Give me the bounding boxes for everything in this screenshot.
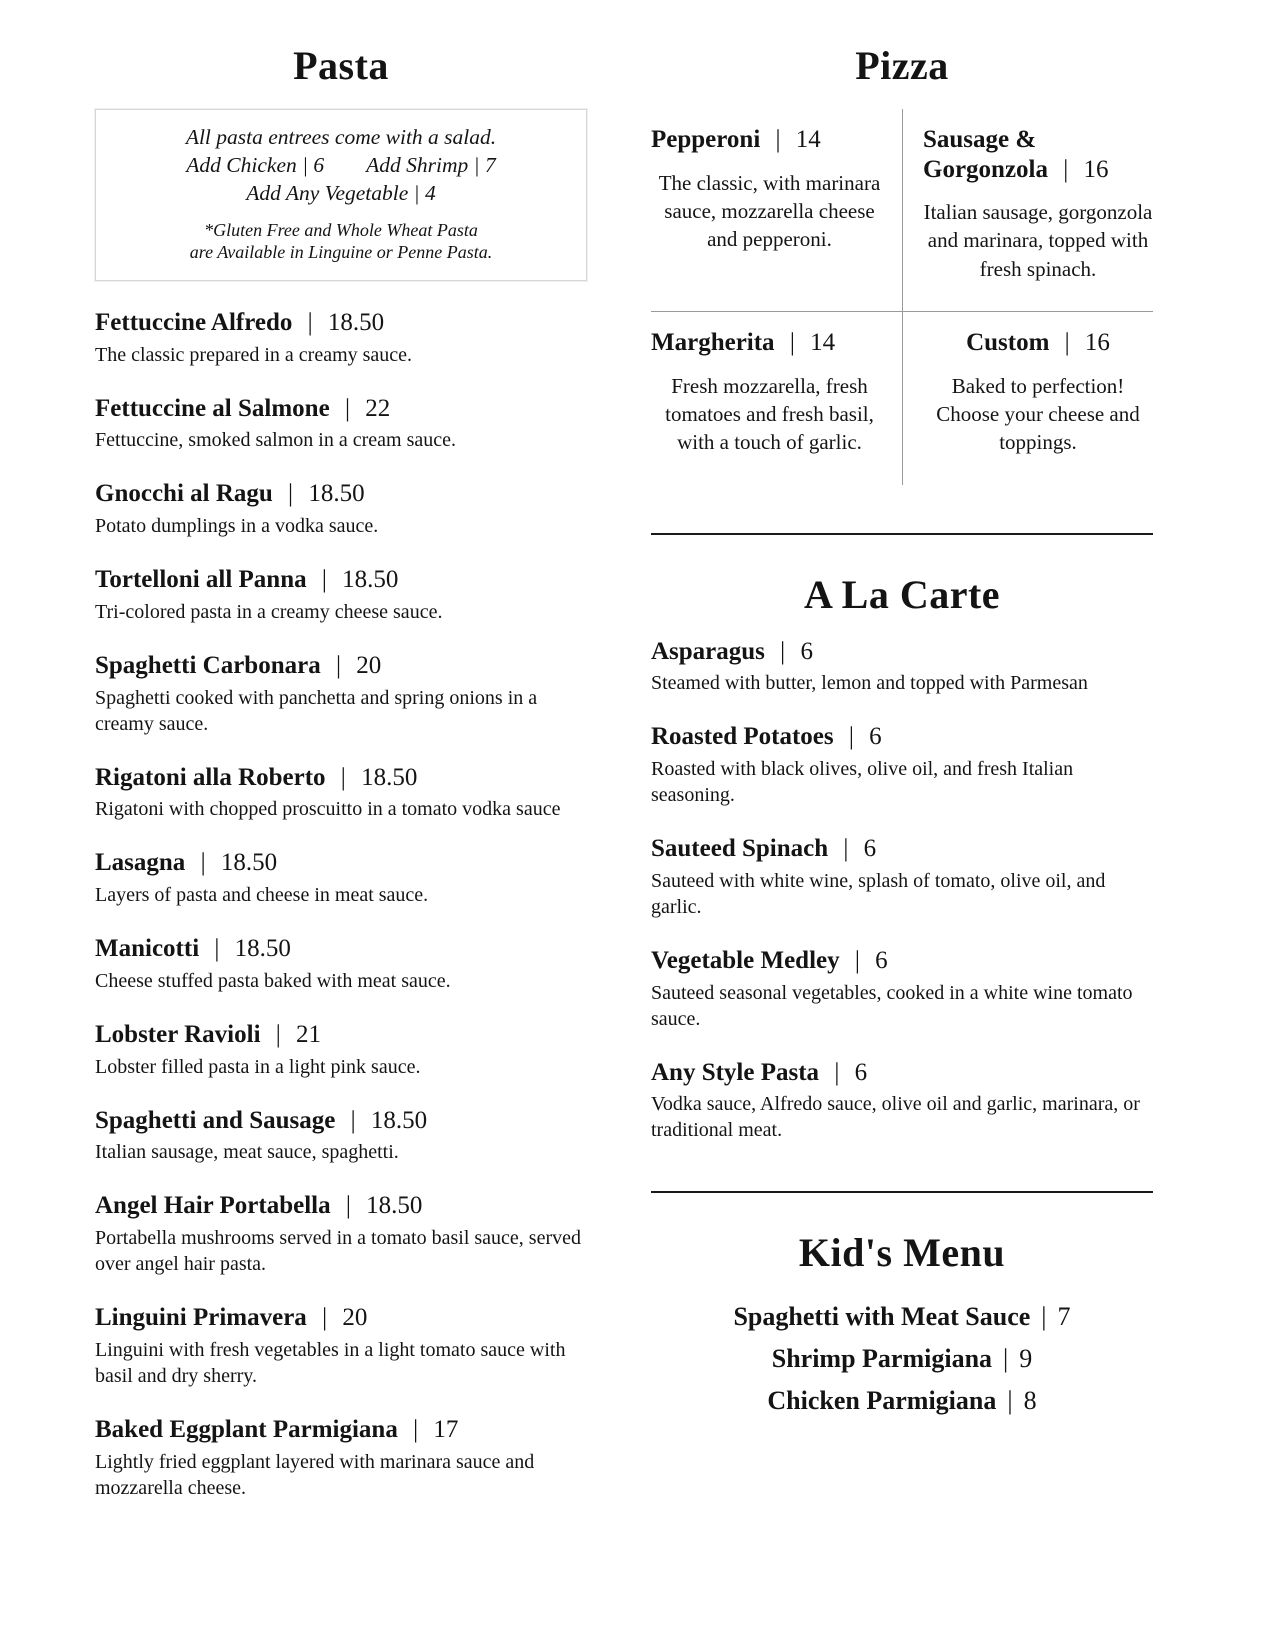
section-divider	[651, 1191, 1153, 1193]
menu-item-lasagna	[95, 849, 587, 908]
price-separator: |	[275, 1020, 281, 1048]
item-description: Steamed with butter, lemon and topped with Parmesan	[651, 672, 1088, 695]
note-add-vegetable: Add Any Vegetable | 4	[246, 180, 436, 205]
item-head	[923, 125, 1153, 184]
item-name: Vegetable Medley	[651, 946, 840, 974]
item-name: Shrimp Parmigiana	[771, 1344, 993, 1374]
item-price: 7	[1057, 1302, 1071, 1332]
item-name: Rigatoni alla Roberto	[95, 763, 326, 791]
pizza-cell-margherita	[651, 312, 902, 485]
item-description: The classic, with marinara sauce, mozzarella cheese and pepperoni.	[658, 170, 881, 252]
item-price: 20	[356, 651, 382, 679]
kids-menu-section-title: Kid's Menu	[798, 1230, 1006, 1276]
item-description: Baked to perfection! Choose your cheese and toppings.	[936, 373, 1140, 455]
right-column	[651, 42, 1153, 1610]
item-description: Cheese stuffed pasta baked with meat sauce.	[95, 969, 451, 992]
pizza-section-title: Pizza	[855, 43, 949, 88]
item-price: 14	[795, 126, 821, 153]
item-price: 16	[1084, 329, 1110, 357]
item-name: Sausage & Gorgonzola	[923, 126, 1048, 183]
price-separator: |	[340, 763, 346, 791]
price-separator: |	[834, 1058, 840, 1086]
menu-item-spaghetti-and-sausage	[95, 1107, 587, 1166]
note-add-chicken: Add Chicken | 6	[186, 152, 325, 177]
item-description: Portabella mushrooms served in a tomato basil sauce, served over angel hair pasta.	[95, 1227, 581, 1276]
item-name: Baked Eggplant Parmigiana	[95, 1415, 398, 1443]
item-head	[95, 480, 587, 509]
item-head	[651, 125, 888, 155]
item-description: Layers of pasta and cheese in meat sauce.	[95, 884, 429, 907]
item-description: Fresh mozzarella, fresh tomatoes and fresh basil, with a touch of garlic.	[665, 373, 874, 455]
item-description: Lightly fried eggplant layered with marinara sauce and mozzarella cheese.	[95, 1450, 535, 1499]
price-separator: |	[780, 637, 786, 665]
item-description: Vodka sauce, Alfredo sauce, olive oil and garlic, marinara, or traditional meat.	[651, 1093, 1140, 1142]
item-head	[95, 1107, 587, 1136]
kids-item-spaghetti-meat-sauce	[651, 1302, 1153, 1332]
price-separator: |	[789, 329, 795, 357]
item-price: 18.50	[220, 849, 278, 877]
item-head	[95, 1192, 587, 1221]
item-head	[95, 849, 587, 878]
item-price: 14	[810, 329, 836, 357]
item-head	[95, 309, 587, 338]
item-description: Sauteed seasonal vegetables, cooked in a white wine tomato sauce.	[651, 981, 1133, 1030]
item-name: Tortelloni all Panna	[95, 566, 307, 594]
item-name: Any Style Pasta	[651, 1058, 820, 1086]
item-description: Roasted with black olives, olive oil, and fresh Italian seasoning.	[651, 758, 1074, 807]
item-price: 18.50	[342, 566, 399, 594]
item-head	[651, 328, 888, 358]
kids-menu-list	[651, 1302, 1153, 1416]
item-description: Rigatoni with chopped proscuitto in a tomato vodka sauce	[95, 798, 561, 821]
price-separator: |	[322, 1304, 328, 1332]
price-separator: |	[1003, 1344, 1009, 1374]
item-head	[95, 935, 587, 964]
menu-item-angel-hair-portabella	[95, 1192, 587, 1277]
item-name: Angel Hair Portabella	[95, 1192, 331, 1220]
price-separator: |	[1041, 1302, 1047, 1332]
menu-item-gnocchi-al-ragu	[95, 480, 587, 539]
item-name: Lobster Ravioli	[95, 1020, 261, 1048]
menu-item-lobster-ravioli	[95, 1021, 587, 1080]
pizza-cell-sausage-gorgonzola	[902, 109, 1153, 312]
item-description: Spaghetti cooked with panchetta and spring onions in a creamy sauce.	[95, 686, 538, 735]
menu-item-spaghetti-carbonara	[95, 652, 587, 737]
item-price: 6	[854, 1058, 868, 1086]
kids-item-shrimp-parmigiana	[651, 1344, 1153, 1374]
item-name: Manicotti	[95, 935, 200, 963]
price-separator: |	[843, 835, 849, 863]
menu-item-manicotti	[95, 935, 587, 994]
pasta-section-title: Pasta	[293, 43, 389, 88]
item-head	[651, 835, 1153, 864]
menu-item-any-style-pasta	[651, 1059, 1153, 1144]
menu-item-fettuccine-al-salmone	[95, 395, 587, 454]
item-head	[95, 395, 587, 424]
price-separator: |	[321, 566, 327, 594]
price-separator: |	[344, 394, 350, 422]
item-name: Spaghetti with Meat Sauce	[733, 1302, 1031, 1332]
price-separator: |	[214, 935, 220, 963]
item-head	[95, 1021, 587, 1050]
item-price: 21	[296, 1020, 322, 1048]
item-name: Gnocchi al Ragu	[95, 480, 273, 508]
item-price: 17	[433, 1415, 459, 1443]
price-separator: |	[775, 126, 781, 153]
item-name: Roasted Potatoes	[651, 723, 834, 751]
item-head	[651, 638, 1153, 667]
item-price: 18.50	[370, 1106, 428, 1134]
item-name: Margherita	[651, 329, 775, 357]
item-price: 6	[863, 835, 877, 863]
menu-item-linguini-primavera	[95, 1304, 587, 1389]
note-add-shrimp: Add Shrimp | 7	[366, 152, 496, 177]
item-price: 18.50	[361, 763, 418, 791]
pizza-cell-custom	[902, 312, 1153, 485]
price-separator: |	[1007, 1386, 1013, 1416]
item-name: Spaghetti Carbonara	[95, 651, 321, 679]
item-description: Fettuccine, smoked salmon in a cream sauce.	[95, 429, 456, 452]
item-name: Custom	[966, 329, 1050, 357]
item-price: 9	[1019, 1344, 1033, 1374]
item-head	[95, 1304, 587, 1333]
item-description: Lobster filled pasta in a light pink sauce.	[95, 1055, 421, 1078]
item-name: Asparagus	[651, 637, 765, 665]
footnote-line-1: *Gluten Free and Whole Wheat Pasta	[204, 219, 478, 240]
item-name: Fettuccine al Salmone	[95, 394, 330, 422]
note-line-addons	[106, 152, 576, 180]
item-price: 22	[365, 394, 391, 422]
pizza-cell-pepperoni	[651, 109, 902, 312]
price-separator: |	[413, 1415, 419, 1443]
note-line-salad: All pasta entrees come with a salad.	[185, 125, 497, 149]
item-price: 20	[342, 1304, 368, 1332]
item-description: Sauteed with white wine, splash of tomato, olive oil, and garlic.	[651, 869, 1106, 918]
item-name: Pepperoni	[651, 126, 761, 153]
menu-item-vegetable-medley	[651, 947, 1153, 1032]
item-price: 8	[1023, 1386, 1037, 1416]
item-price: 6	[800, 637, 813, 665]
menu-item-fettuccine-alfredo	[95, 309, 587, 368]
pasta-note-box	[95, 109, 587, 281]
menu-item-tortelloni-all-panna	[95, 566, 587, 625]
item-head	[923, 328, 1153, 358]
item-description: Tri-colored pasta in a creamy cheese sauce.	[95, 600, 443, 623]
item-head	[95, 566, 587, 595]
item-price: 16	[1083, 155, 1109, 183]
item-description: Linguini with fresh vegetables in a light tomato sauce with basil and dry sherry.	[95, 1338, 566, 1387]
menu-item-asparagus	[651, 638, 1153, 697]
price-separator: |	[288, 480, 294, 508]
item-name: Chicken Parmigiana	[767, 1386, 997, 1416]
price-separator: |	[1064, 329, 1070, 357]
pizza-grid	[651, 109, 1153, 485]
item-price: 18.50	[327, 308, 385, 336]
pasta-column	[95, 42, 587, 1610]
item-head	[651, 947, 1153, 976]
price-separator: |	[345, 1192, 351, 1220]
price-separator: |	[200, 849, 206, 877]
item-head	[95, 1416, 587, 1445]
section-divider	[651, 533, 1153, 535]
gluten-free-footnote	[106, 219, 576, 264]
price-separator: |	[307, 308, 313, 336]
footnote-line-2: are Available in Linguine or Penne Pasta.	[189, 242, 493, 263]
price-separator: |	[848, 723, 854, 751]
price-separator: |	[854, 946, 860, 974]
price-separator: |	[1063, 155, 1069, 183]
item-name: Spaghetti and Sausage	[95, 1106, 336, 1134]
item-price: 18.50	[234, 935, 291, 963]
menu-item-roasted-potatoes	[651, 723, 1153, 808]
item-head	[95, 764, 587, 793]
a-la-carte-section-title: A La Carte	[803, 571, 1001, 617]
item-price: 18.50	[366, 1192, 423, 1220]
price-separator: |	[350, 1106, 356, 1134]
item-head	[651, 1059, 1153, 1088]
kids-item-chicken-parmigiana	[651, 1386, 1153, 1416]
item-price: 6	[869, 723, 882, 751]
menu-item-sauteed-spinach	[651, 835, 1153, 920]
item-price: 18.50	[308, 480, 365, 508]
menu-item-baked-eggplant-parmigiana	[95, 1416, 587, 1501]
menu-item-rigatoni-alla-roberto	[95, 764, 587, 823]
item-head	[651, 723, 1153, 752]
item-head	[95, 652, 587, 681]
item-name: Sauteed Spinach	[651, 835, 829, 863]
item-price: 6	[875, 946, 888, 974]
item-name: Lasagna	[95, 849, 186, 877]
item-description: The classic prepared in a creamy sauce.	[95, 343, 413, 366]
price-separator: |	[335, 651, 341, 679]
item-name: Fettuccine Alfredo	[95, 308, 293, 336]
item-description: Italian sausage, meat sauce, spaghetti.	[95, 1141, 399, 1164]
item-description: Italian sausage, gorgonzola and marinara, topped with fresh spinach.	[923, 200, 1153, 281]
item-name: Linguini Primavera	[95, 1304, 307, 1332]
item-description: Potato dumplings in a vodka sauce.	[95, 515, 379, 538]
